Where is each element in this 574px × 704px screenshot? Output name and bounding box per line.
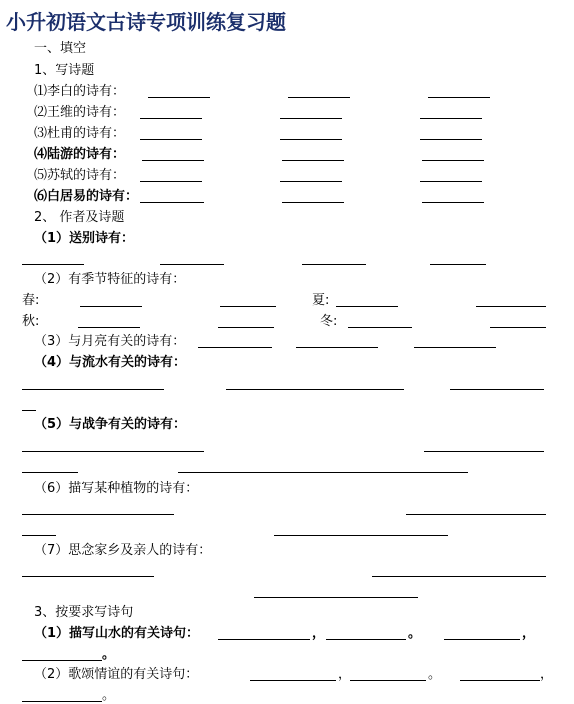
answer-blank[interactable] <box>218 327 274 328</box>
answer-blank[interactable] <box>22 389 164 390</box>
answer-blank[interactable] <box>218 639 310 640</box>
answer-blank[interactable] <box>336 306 398 307</box>
question-heading: 3、按要求写诗句 <box>34 605 134 620</box>
answer-blank[interactable] <box>22 535 56 536</box>
answer-blank[interactable] <box>326 639 406 640</box>
answer-blank[interactable] <box>350 680 426 681</box>
page-title: 小升初语文古诗专项训练复习题 <box>6 10 286 34</box>
answer-blank[interactable] <box>22 701 102 702</box>
answer-blank[interactable] <box>254 597 418 598</box>
answer-blank[interactable] <box>198 347 272 348</box>
comma-mark: ， <box>338 667 352 682</box>
answer-blank[interactable] <box>140 139 202 140</box>
answer-blank[interactable] <box>450 389 544 390</box>
section-heading: 一、填空 <box>34 41 87 56</box>
poet-label-luyou: ⑷陆游的诗有： <box>34 147 126 162</box>
period-mark: 。 <box>408 626 422 641</box>
answer-blank[interactable] <box>406 514 546 515</box>
season-label-spring: 春: <box>22 293 40 308</box>
answer-blank[interactable] <box>250 680 336 681</box>
answer-blank[interactable] <box>422 160 484 161</box>
answer-blank[interactable] <box>160 264 224 265</box>
question-heading: 1、写诗题 <box>34 63 95 78</box>
answer-blank[interactable] <box>282 160 344 161</box>
answer-blank[interactable] <box>22 660 102 661</box>
item-label-friendship: （2）歌颂情谊的有关诗句： <box>34 667 199 682</box>
answer-blank[interactable] <box>490 327 546 328</box>
question-heading: 2、 作者及诗题 <box>34 210 125 225</box>
answer-blank[interactable] <box>280 139 342 140</box>
answer-blank[interactable] <box>22 451 204 452</box>
item-label-war: （5）与战争有关的诗有： <box>34 417 187 432</box>
item-label-plants: （6）描写某种植物的诗有： <box>34 481 199 496</box>
answer-blank[interactable] <box>280 118 342 119</box>
answer-blank[interactable] <box>220 306 276 307</box>
season-label-summer: 夏: <box>312 293 330 308</box>
answer-blank[interactable] <box>142 160 204 161</box>
answer-blank[interactable] <box>280 181 342 182</box>
item-label-water: （4）与流水有关的诗有： <box>34 355 187 370</box>
season-label-autumn: 秋: <box>22 314 40 329</box>
answer-blank[interactable] <box>430 264 486 265</box>
answer-blank[interactable] <box>140 118 202 119</box>
answer-blank[interactable] <box>420 139 482 140</box>
poet-label-baijuyi: ⑹白居易的诗有： <box>34 189 139 204</box>
comma-mark: ， <box>312 626 326 641</box>
answer-blank[interactable] <box>302 264 366 265</box>
answer-blank[interactable] <box>22 264 84 265</box>
answer-blank[interactable] <box>372 576 546 577</box>
poet-label-sushi: ⑸苏轼的诗有： <box>34 168 126 183</box>
period-mark: 。 <box>102 688 116 703</box>
answer-blank[interactable] <box>348 327 412 328</box>
answer-blank[interactable] <box>460 680 540 681</box>
answer-blank[interactable] <box>282 202 344 203</box>
answer-blank[interactable] <box>148 97 210 98</box>
answer-blank[interactable] <box>22 514 174 515</box>
answer-blank[interactable] <box>274 535 448 536</box>
answer-blank[interactable] <box>420 118 482 119</box>
poet-label-wangwei: ⑵王维的诗有： <box>34 105 126 120</box>
answer-blank[interactable] <box>22 472 78 473</box>
item-label-homesick: （7）思念家乡及亲人的诗有： <box>34 543 212 558</box>
comma-mark: ， <box>540 667 554 682</box>
answer-blank[interactable] <box>140 202 204 203</box>
answer-blank[interactable] <box>140 181 202 182</box>
answer-blank[interactable] <box>296 347 378 348</box>
answer-blank[interactable] <box>178 472 468 473</box>
period-mark: 。 <box>428 667 442 682</box>
answer-blank[interactable] <box>80 306 142 307</box>
answer-blank[interactable] <box>78 327 140 328</box>
answer-blank[interactable] <box>22 410 36 411</box>
item-label-landscape: （1）描写山水的有关诗句： <box>34 626 200 641</box>
poet-label-dufu: ⑶杜甫的诗有： <box>34 126 126 141</box>
answer-blank[interactable] <box>288 97 350 98</box>
answer-blank[interactable] <box>226 389 404 390</box>
answer-blank[interactable] <box>22 576 154 577</box>
item-label-seasons: （2）有季节特征的诗有： <box>34 272 186 287</box>
poet-label-libai: ⑴李白的诗有： <box>34 84 126 99</box>
comma-mark: ， <box>522 626 536 641</box>
answer-blank[interactable] <box>476 306 546 307</box>
period-mark: 。 <box>102 647 116 662</box>
season-label-winter: 冬: <box>320 314 338 329</box>
answer-blank[interactable] <box>420 181 482 182</box>
answer-blank[interactable] <box>414 347 496 348</box>
answer-blank[interactable] <box>424 451 544 452</box>
item-label-moon: （3）与月亮有关的诗有： <box>34 334 186 349</box>
answer-blank[interactable] <box>444 639 520 640</box>
answer-blank[interactable] <box>428 97 490 98</box>
answer-blank[interactable] <box>422 202 484 203</box>
item-label-farewell: （1）送别诗有： <box>34 231 135 246</box>
